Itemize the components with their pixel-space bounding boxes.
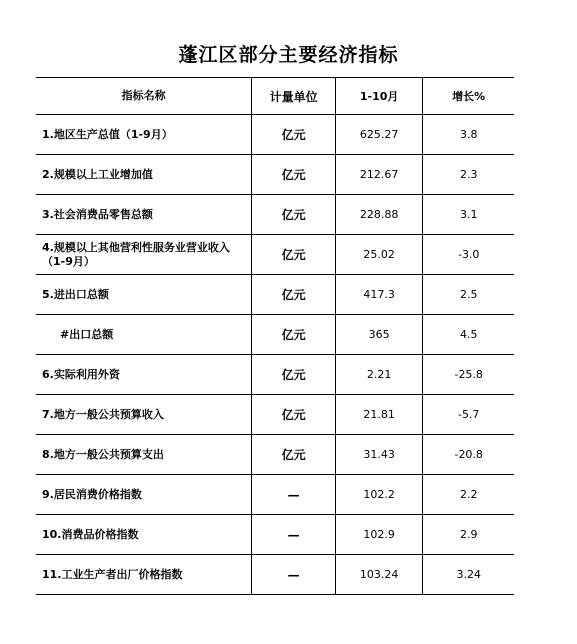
table-row: [36, 235, 514, 275]
row-value: 417.3: [335, 275, 423, 315]
row-name: 2.规模以上工业增加值: [36, 155, 252, 195]
row-growth: -20.8: [423, 435, 514, 475]
page-title: 蓬江区部分主要经济指标: [178, 44, 399, 66]
table-row: [36, 155, 514, 195]
row-name: 4.规模以上其他营利性服务业营业收入（1-9月）: [36, 235, 252, 275]
row-value: 365: [335, 315, 423, 355]
row-name: 7.地方一般公共预算收入: [36, 395, 252, 435]
row-growth: 2.9: [423, 515, 514, 555]
header-value: 1-10月: [335, 78, 423, 115]
row-unit: 亿元: [252, 155, 336, 195]
row-growth: 2.2: [423, 475, 514, 515]
row-value: 102.9: [335, 515, 423, 555]
row-value: 228.88: [335, 195, 423, 235]
row-unit: 亿元: [252, 395, 336, 435]
row-unit: 亿元: [252, 315, 336, 355]
row-unit: 亿元: [252, 355, 336, 395]
row-unit: —: [252, 475, 336, 515]
row-name: 8.地方一般公共预算支出: [36, 435, 252, 475]
row-unit: 亿元: [252, 195, 336, 235]
table-row: [36, 315, 514, 355]
row-unit: 亿元: [252, 435, 336, 475]
row-unit: —: [252, 555, 336, 595]
row-growth: -25.8: [423, 355, 514, 395]
row-unit: —: [252, 515, 336, 555]
header-name: 指标名称: [36, 78, 252, 115]
table-row: [36, 195, 514, 235]
table-row: [36, 475, 514, 515]
row-value: 31.43: [335, 435, 423, 475]
row-name: 11.工业生产者出厂价格指数: [36, 555, 252, 595]
row-name: #出口总额: [36, 315, 252, 355]
row-growth: 3.24: [423, 555, 514, 595]
row-growth: 2.3: [423, 155, 514, 195]
row-growth: -3.0: [423, 235, 514, 275]
row-growth: 4.5: [423, 315, 514, 355]
row-growth: 2.5: [423, 275, 514, 315]
row-value: 2.21: [335, 355, 423, 395]
row-name: 1.地区生产总值（1-9月）: [36, 115, 252, 155]
table-row: [36, 355, 514, 395]
row-growth: 3.1: [423, 195, 514, 235]
table-row: [36, 395, 514, 435]
row-value: 625.27: [335, 115, 423, 155]
indicators-table: [36, 77, 514, 595]
row-name: 6.实际利用外资: [36, 355, 252, 395]
row-value: 103.24: [335, 555, 423, 595]
row-value: 21.81: [335, 395, 423, 435]
row-value: 102.2: [335, 475, 423, 515]
row-growth: -5.7: [423, 395, 514, 435]
table-row: [36, 515, 514, 555]
row-name: 3.社会消费品零售总额: [36, 195, 252, 235]
row-value: 212.67: [335, 155, 423, 195]
table-row: [36, 555, 514, 595]
row-name: 9.居民消费价格指数: [36, 475, 252, 515]
row-name: 5.进出口总额: [36, 275, 252, 315]
header-unit: 计量单位: [252, 78, 336, 115]
row-growth: 3.8: [423, 115, 514, 155]
row-unit: 亿元: [252, 235, 336, 275]
table-header-row: [36, 78, 514, 115]
row-name: 10.消费品价格指数: [36, 515, 252, 555]
row-unit: 亿元: [252, 115, 336, 155]
header-growth: 增长%: [423, 78, 514, 115]
table-row: [36, 275, 514, 315]
table-row: [36, 115, 514, 155]
table-row: [36, 435, 514, 475]
row-unit: 亿元: [252, 275, 336, 315]
table-body: [36, 115, 514, 595]
row-value: 25.02: [335, 235, 423, 275]
